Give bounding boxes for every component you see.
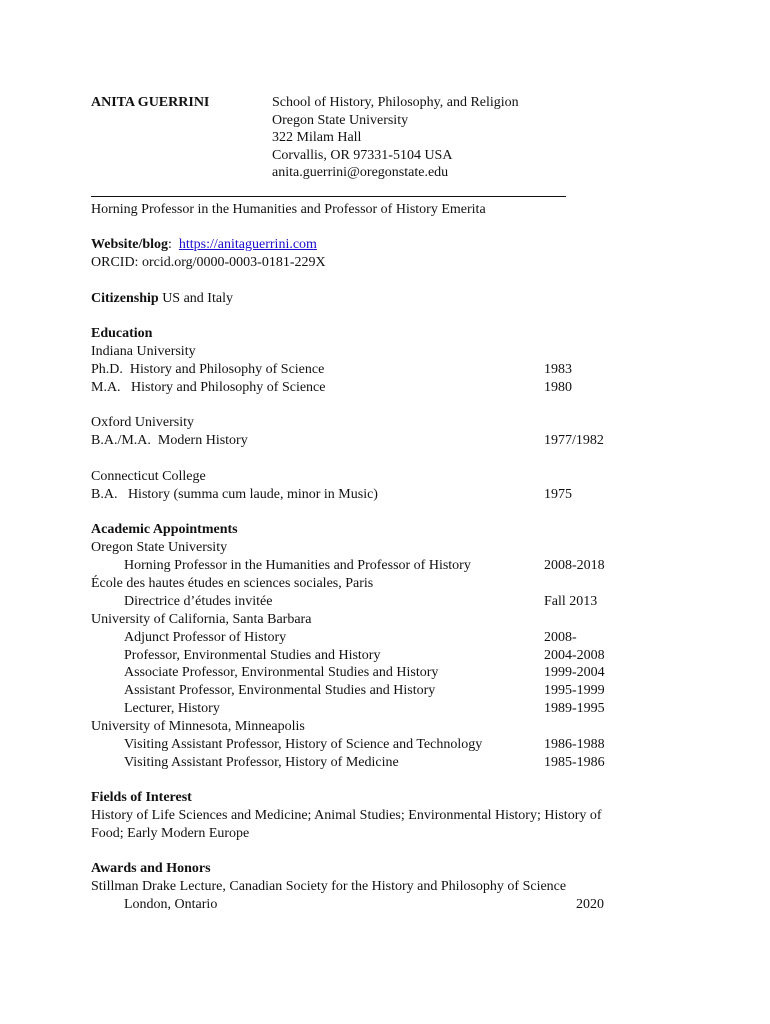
appointment-years: 1989-1995: [544, 701, 605, 716]
appointment-role: Assistant Professor, Environmental Studies and History: [124, 683, 436, 698]
education-year: 1983: [544, 362, 572, 377]
education-degree: B.A./M.A. Modern History: [91, 433, 248, 448]
email-text: anita.guerrini@oregonstate.edu: [272, 165, 449, 181]
appointment-institution: École des hautes études en sciences sociales, Paris: [91, 576, 374, 591]
education-degree: B.A. History (summa cum laude, minor in Music): [91, 487, 378, 502]
appointments-heading: Academic Appointments: [91, 522, 238, 537]
website-line: [91, 236, 317, 254]
address-line: Oregon State University: [272, 112, 409, 128]
education-degree: Ph.D. History and Philosophy of Science: [91, 362, 325, 377]
address-block: [272, 94, 519, 182]
appointment-role: Directrice d’études invitée: [124, 594, 273, 609]
education-degree: M.A. History and Philosophy of Science: [91, 380, 326, 395]
address-line: School of History, Philosophy, and Religion: [272, 95, 519, 110]
address-line: 322 Milam Hall: [272, 130, 362, 146]
appointment-years: 2008-2018: [544, 558, 605, 573]
website-separator: :: [168, 237, 179, 252]
citizenship-label: Citizenship: [91, 291, 159, 306]
appointment-years: 2004-2008: [544, 648, 605, 663]
appointment-role: Horning Professor in the Humanities and Professor of History: [124, 558, 471, 573]
awards-heading: Awards and Honors: [91, 861, 211, 876]
education-school: Connecticut College: [91, 469, 206, 484]
education-year: 1980: [544, 380, 572, 395]
appointment-years: Fall 2013: [544, 594, 598, 609]
appointment-years: 1999-2004: [544, 665, 605, 680]
education-heading: Education: [91, 326, 153, 341]
citizenship-line: [91, 290, 233, 308]
fields-heading: Fields of Interest: [91, 790, 192, 805]
appointment-years: 1986-1988: [544, 737, 605, 752]
appointment-years: 2008-: [544, 630, 577, 645]
appointment-role: Visiting Assistant Professor, History of Science and Technology: [124, 737, 483, 752]
appointment-role: Associate Professor, Environmental Studies and History: [124, 665, 439, 680]
address-line: Corvallis, OR 97331-5104 USA: [272, 147, 453, 163]
award-year: 2020: [576, 897, 604, 912]
website-link[interactable]: https://anitaguerrini.com: [178, 237, 317, 252]
fields-text: History of Life Sciences and Medicine; Animal Studies; Environmental History; History of: [91, 808, 602, 823]
appointment-role: Adjunct Professor of History: [124, 630, 287, 645]
citizenship-value: US and Italy: [158, 291, 233, 306]
appointment-institution: University of California, Santa Barbara: [91, 612, 312, 627]
award-place: London, Ontario: [124, 897, 218, 912]
education-school: Indiana University: [91, 344, 196, 359]
appointment-institution: University of Minnesota, Minneapolis: [91, 719, 305, 734]
appointment-years: 1995-1999: [544, 683, 605, 698]
appointment-role: Lecturer, History: [124, 701, 220, 716]
appointment-institution: Oregon State University: [91, 540, 228, 555]
header-divider: [91, 196, 566, 197]
position-title: Horning Professor in the Humanities and Professor of History Emerita: [91, 202, 486, 217]
education-school: Oxford University: [91, 415, 195, 430]
award-title: Stillman Drake Lecture, Canadian Society for the History and Philosophy of Science: [91, 879, 567, 894]
author-name: ANITA GUERRINI: [91, 95, 210, 110]
education-year: 1977/1982: [544, 433, 604, 448]
appointment-role: Professor, Environmental Studies and History: [124, 648, 381, 663]
appointment-role: Visiting Assistant Professor, History of Medicine: [124, 755, 399, 770]
fields-text: Food; Early Modern Europe: [91, 826, 250, 841]
appointment-years: 1985-1986: [544, 755, 605, 770]
website-label: Website/blog: [91, 237, 169, 252]
education-year: 1975: [544, 487, 572, 502]
orcid-line: ORCID: orcid.org/0000-0003-0181-229X: [91, 255, 326, 270]
